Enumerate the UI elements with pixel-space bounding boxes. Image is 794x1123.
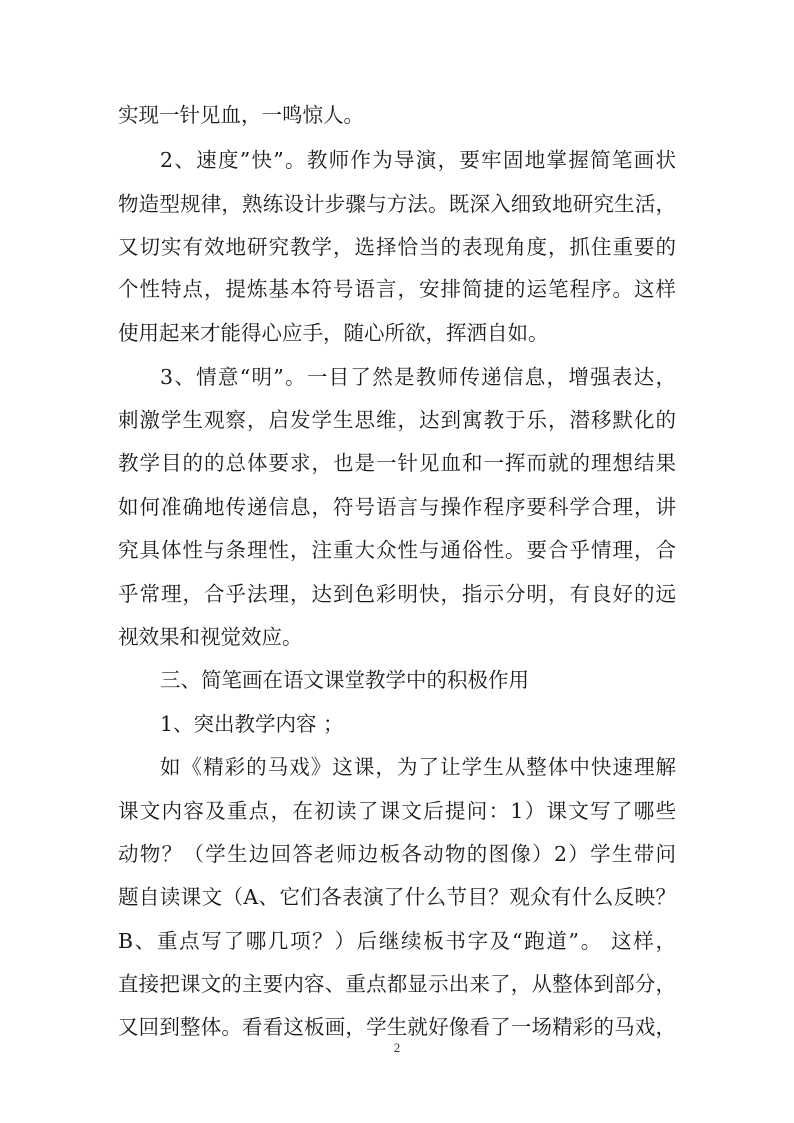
- text-line: 究具体性与条理性，注重大众性与通俗性。要合乎情理，合: [118, 538, 676, 562]
- text-line: 题自读课文（A、它们各表演了什么节目？观众有什么反映？: [118, 885, 676, 909]
- text-line: 如《精彩的马戏》这课，为了让学生从整体中快速理解: [160, 755, 676, 779]
- text-line: 个性特点，提炼基本符号语言，安排简捷的运笔程序。这样: [118, 277, 676, 301]
- text-line: 乎常理，合乎法理，达到色彩明快，指示分明，有良好的远: [118, 582, 676, 606]
- text-line: 直接把课文的主要内容、重点都显示出来了，从整体到部分，: [118, 972, 676, 996]
- text-line: 刺激学生观察，启发学生思维，达到寓教于乐，潜移默化的: [118, 408, 676, 432]
- text-line: 又回到整体。看看这板画，学生就好像看了一场精彩的马戏，: [118, 1015, 676, 1039]
- text-line: 动物？（学生边回答老师边板各动物的图像）2）学生带问: [118, 842, 676, 866]
- page-number: 2: [393, 1040, 401, 1055]
- text-line: 3、情意“明”。一目了然是教师传递信息，增强表达，: [160, 365, 676, 389]
- text-line: 视效果和视觉效应。: [118, 625, 303, 649]
- text-line: 2、速度”快”。教师作为导演，要牢固地掌握简笔画状: [160, 148, 676, 172]
- section-heading: 三、简笔画在语文课堂教学中的积极作用: [160, 668, 529, 692]
- text-line: 使用起来才能得心应手，随心所欲，挥洒自如。: [118, 321, 549, 345]
- text-line: 物造型规律，熟练设计步骤与方法。既深入细致地研究生活，: [118, 192, 676, 216]
- text-line: 教学目的的总体要求，也是一针见血和一挥而就的理想结果: [118, 451, 676, 475]
- text-line: B、重点写了哪几项？）后继续板书字及“跑道”。 这样，: [118, 929, 676, 953]
- subsection-heading: 1、突出教学内容 ；: [160, 712, 344, 736]
- text-line: 课文内容及重点，在初读了课文后提问：1）课文写了哪些: [118, 799, 676, 823]
- text-line: 实现一针见血，一鸣惊人。: [118, 103, 364, 127]
- text-line: 又切实有效地研究教学，选择恰当的表现角度，抓住重要的: [118, 235, 676, 259]
- text-line: 如何准确地传递信息，符号语言与操作程序要科学合理，讲: [118, 495, 676, 519]
